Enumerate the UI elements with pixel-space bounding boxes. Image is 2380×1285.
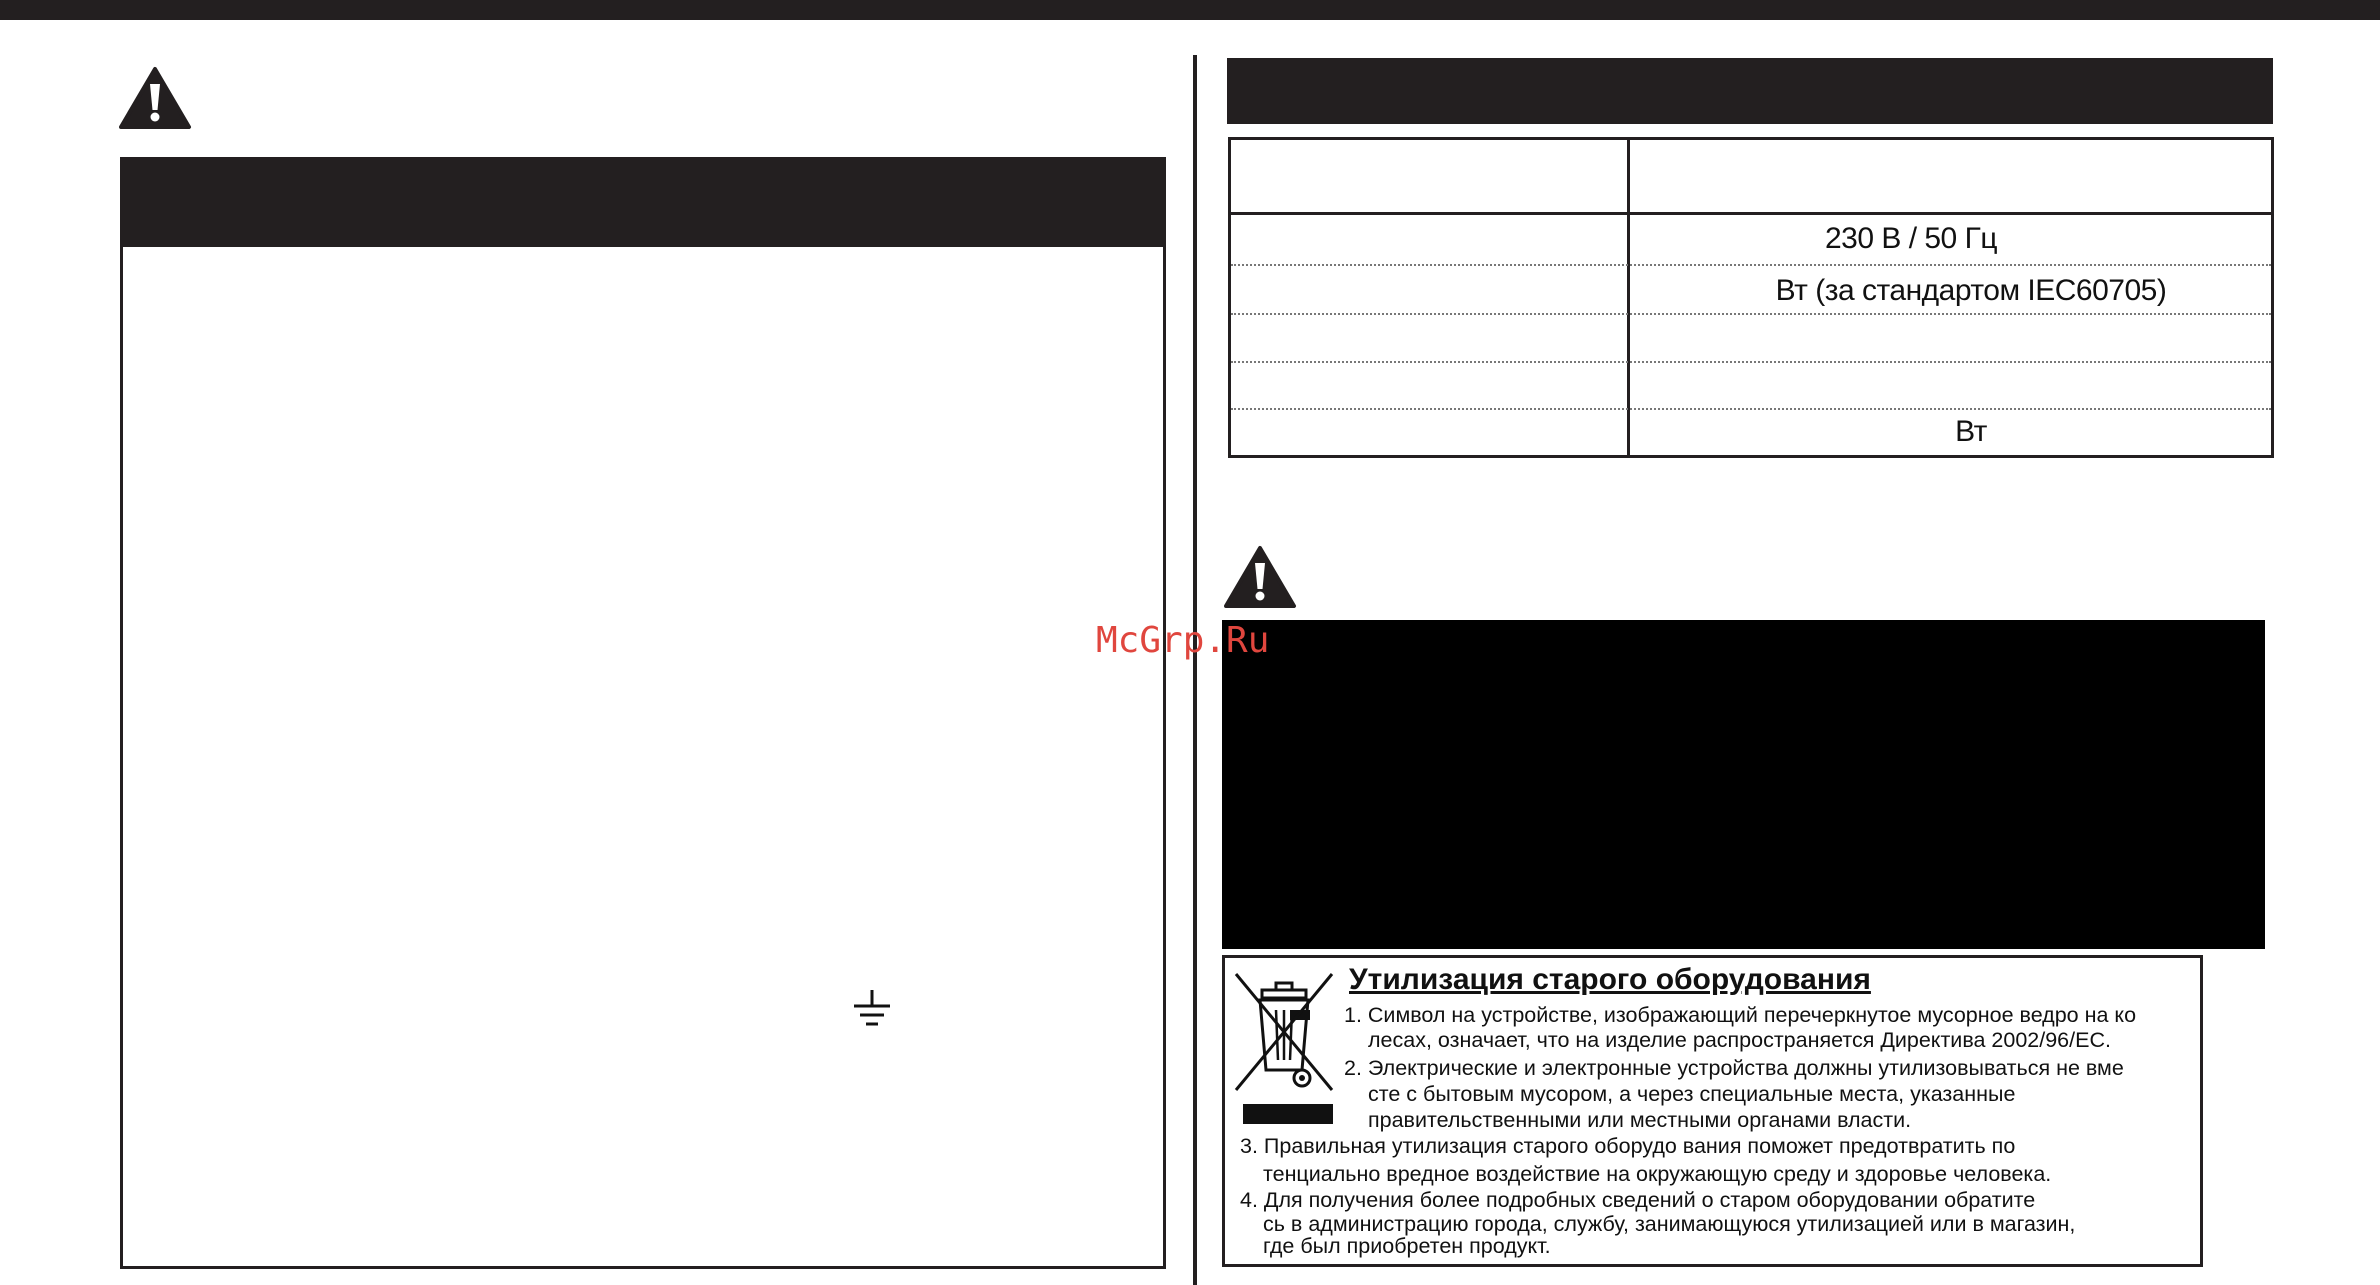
spec-voltage: 230 В / 50 Гц [1824, 222, 1998, 255]
spec-output-unit: Вт [1955, 415, 1987, 448]
disposal-notice [1222, 955, 2203, 1267]
warning-triangle-icon [118, 66, 192, 130]
left-content-box [120, 157, 1166, 1269]
watermark: McGrp.Ru [1096, 620, 1270, 661]
warning-panel [1222, 620, 2265, 949]
disposal-line: лесах, означает, что на изделие распространяется Директива 2002/96/ЕС. [1368, 1028, 2111, 1052]
specs-row-rule [1231, 313, 2271, 315]
disposal-line: 1. Символ на устройстве, изображающий перечеркнутое мусорное ведро на ко [1344, 1003, 2137, 1027]
disposal-line: 2. Электрические и электронные устройства должны утилизовываться не вме [1344, 1056, 2124, 1080]
disposal-line: сь в администрацию города, службу, занимающуюся утилизацией или в магазин, [1263, 1212, 2076, 1236]
top-bar [0, 0, 2380, 20]
disposal-line: 3. Правильная утилизация старого оборудо вания поможет предотвратить по [1240, 1134, 2016, 1158]
specs-table [1228, 137, 2274, 458]
warning-triangle-icon [1223, 545, 1297, 609]
left-section-header [120, 157, 1166, 247]
specs-row-rule [1231, 408, 2271, 410]
disposal-title: Утилизация старого оборудования [1349, 963, 1871, 996]
page-divider [1193, 55, 1197, 1285]
ground-symbol-icon [852, 990, 892, 1037]
specs-row-rule [1231, 361, 2271, 363]
black-bar-marker [1243, 1104, 1333, 1124]
disposal-line: где был приобретен продукт. [1263, 1234, 1551, 1258]
disposal-line: тенциально вредное воздействие на окружающую среду и здоровье человека. [1263, 1162, 2052, 1186]
specs-row-rule [1231, 264, 2271, 266]
disposal-line: сте с бытовым мусором, а через специальные места, указанные [1368, 1082, 2016, 1106]
specs-header [1227, 58, 2273, 124]
spec-power-standard: Вт (за стандартом IEC60705) [1775, 274, 2167, 307]
crossed-out-wheelie-bin-icon [1232, 970, 1336, 1103]
disposal-line: 4. Для получения более подробных сведений о старом оборудовании обратите [1240, 1188, 2036, 1212]
specs-header-rule [1231, 212, 2271, 215]
disposal-line: правительственными или местными органами власти. [1368, 1108, 1912, 1132]
